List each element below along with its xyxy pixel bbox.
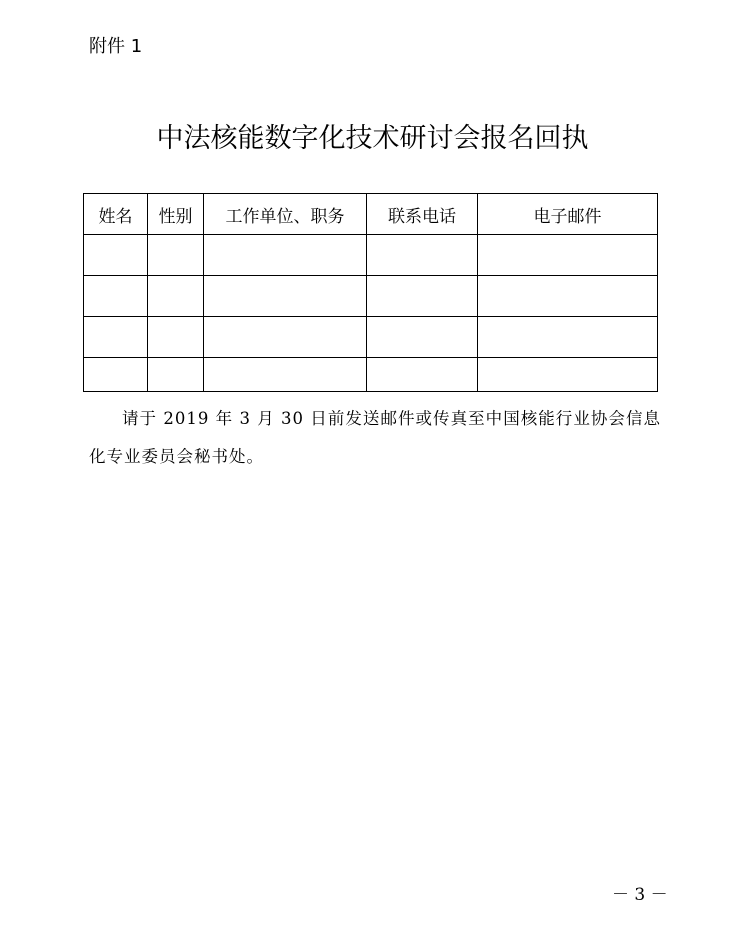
table-row	[84, 235, 658, 276]
table-row	[84, 317, 658, 358]
table-cell	[478, 317, 658, 358]
table-row	[84, 276, 658, 317]
table-cell	[367, 317, 478, 358]
table-cell	[367, 276, 478, 317]
document-title: 中法核能数字化技术研讨会报名回执	[156, 123, 589, 154]
column-header-gender: 性别	[148, 194, 204, 235]
attachment-label: 附件 1	[89, 36, 143, 57]
table-cell	[204, 317, 367, 358]
column-header-email: 电子邮件	[478, 194, 658, 235]
table-cell	[367, 358, 478, 392]
table-cell	[204, 276, 367, 317]
table-cell	[478, 358, 658, 392]
column-header-organization-position: 工作单位、职务	[204, 194, 367, 235]
table-row	[84, 358, 658, 392]
column-header-phone: 联系电话	[367, 194, 478, 235]
table-cell	[478, 276, 658, 317]
table-cell	[204, 358, 367, 392]
table-cell	[84, 317, 148, 358]
table-cell	[478, 235, 658, 276]
table-cell	[148, 358, 204, 392]
column-header-name: 姓名	[84, 194, 148, 235]
table-cell	[148, 235, 204, 276]
table-cell	[367, 235, 478, 276]
table-cell	[204, 235, 367, 276]
table-cell	[84, 358, 148, 392]
table-header-row	[84, 194, 658, 235]
table-cell	[84, 235, 148, 276]
submission-note: 请于 2019 年 3 月 30 日前发送邮件或传真至中国核能行业协会信息化专业委员会秘书处。	[89, 409, 661, 466]
registration-form-table	[83, 193, 658, 392]
page-number: － 3 －	[612, 885, 668, 905]
table-cell	[84, 276, 148, 317]
table-cell	[148, 317, 204, 358]
table-cell	[148, 276, 204, 317]
